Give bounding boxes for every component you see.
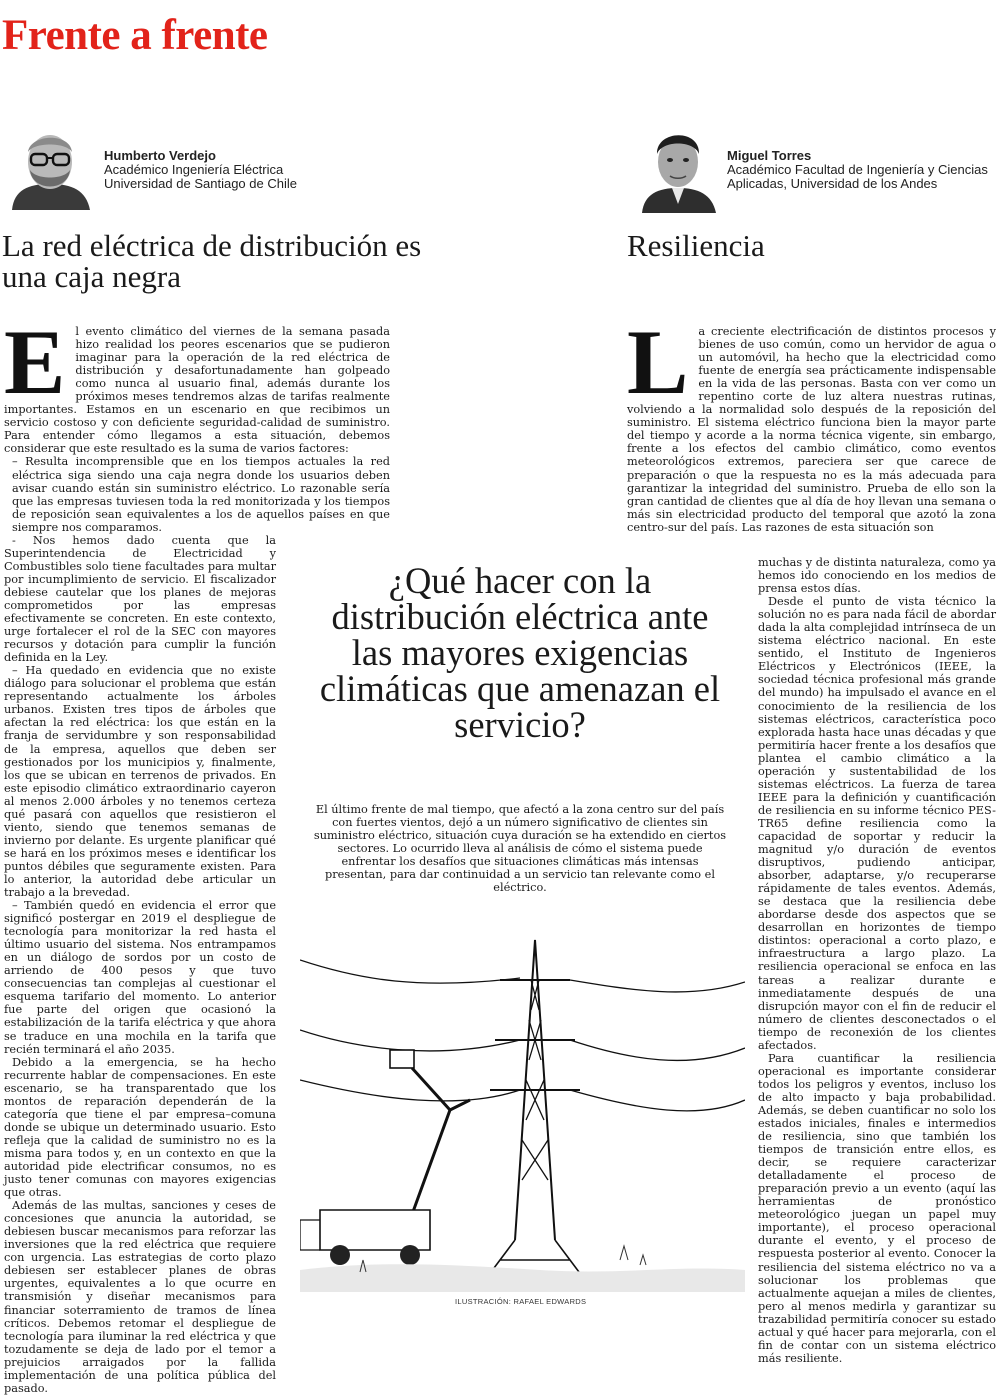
left-paragraph: – También quedó en evidencia el error que significó postergar en 2019 el despliegue de tecnología para monitorizar la red hasta el último usuario del sistema. Nos entrampamos en un diálogo de sordos por un costo de arriendo de 400 pesos y que tuvo consecuencias tan complejas al cuestionar el esquema tarifario del momento. Lo anterior fue parte del origen que ocasionó la estabilización de la tarifa eléctrica y que ahora se traduce en una mochila en la tarifa que recién terminará el año 2035. — [4, 899, 276, 1056]
right-article-column — [758, 556, 996, 1365]
right-paragraph: a creciente electrificación de distintos procesos y bienes de uso común, como un hervidor de agua o un automóvil, ha hecho que la electricidad como fuente de energía sea prácticamente indispensable en la vida de las personas. Basta con ver como un repentino corte de luz altera nuestras rutinas, volviendo a la normalidad solo después de la reposición del suministro. El sistema eléctrico funciona bien la mayor parte del tiempo y acorde a la norma técnica vigente, sin embargo, frente a los efectos del cambio climático, como eventos meteorológicos extremos, pareciera ser que carece de preparación o que la respuesta no es la más adecuada para garantizar la integridad del suministro. Prueba de ello son la gran cantidad de clientes que al día de hoy llevan una semana o más sin electricidad producto del temporal que azotó la zona centro-sur del país. Las razones de esta situación son — [627, 325, 996, 534]
author-left-org: Universidad de Santiago de Chile — [104, 176, 297, 191]
author-portrait-left-icon — [4, 118, 96, 210]
section-title: Frente a frente — [2, 12, 268, 59]
headline-left: La red eléctrica de distribución es una caja negra — [2, 228, 422, 294]
right-article-top — [627, 311, 996, 534]
right-paragraph: muchas y de distinta naturaleza, como ya hemos ido conociendo en los medios de prensa estos días. — [758, 556, 996, 596]
dropcap-left: E — [4, 311, 66, 413]
right-paragraph: Para cuantificar la resiliencia operacional es importante considerar todos los peligros y eventos, incluso los de alto impacto y baja probabilidad. Además, se deben cuantificar no solo los estados iniciales, finales e intermedios de resiliencia, sino que también los tiempos de transición entre ellos, es decir, se requiere caracterizar detalladamente el proceso de preparación previo a un evento (aquí las herramientas de pronóstico meteorológico juegan un papel muy importante), el proceso operacional durante el evento, y el proceso de respuesta posterior al evento. Conocer la resiliencia del sistema eléctrico no va a solucionar los problemas que actualmente aquejan a miles de clientes, pero al menos medirla y garantizar su trazabilidad permitiría conocer su estado actual y qué hacer para mejorarla, con el fin de contar con un sistema eléctrico más resiliente. — [758, 1051, 996, 1365]
author-right-role: Académico Facultad de Ingeniería y Ciencias — [727, 162, 988, 177]
dropcap-right: L — [627, 311, 689, 413]
author-left — [104, 149, 297, 191]
author-right-name: Miguel Torres — [727, 148, 812, 163]
left-paragraph: Además de las multas, sanciones y ceses de concesiones que anuncia la autoridad, se debiesen buscar mecanismos para reforzar las inversiones que la red eléctrica que requiere con urgencia. Las estrategias de corto plazo debiesen ser establecer planes de obras urgentes, equivalentes a lo que ocurre en transmisión y diseñar mecanismos para financiar soterramiento de tramos de línea críticos. Debemos retomar el despliegue de tecnología para iluminar la red eléctrica y que tozudamente se deja de lado por el temor a prejuicios arraigados por la fallida implementación de una política pública del pasado. — [4, 1199, 276, 1395]
central-question: ¿Qué hacer con la distribución eléctrica ante las mayores exigencias climáticas que amenazan el servicio? — [319, 560, 721, 745]
left-paragraph: – Ha quedado en evidencia que no existe diálogo para solucionar el problema que están representando actualmente los árboles urbanos. Existen tres tipos de árboles que afectan la red eléctrica: los que están en la franja de servidumbre y son responsabilidad de la empresa, aquellos que deben ser gestionados por los municipios y, finalmente, los que se ubican en terrenos de privados. En este episodio climático extraordinario cayeron al menos 2.000 árboles y no tenemos certeza qué pasará con aquellos que resistieron el viento, siendo que tenemos semanas de invierno por delante. Es urgente planificar qué se hará en los próximos meses e identificar los puntos débiles que seguramente existen. Para lo anterior, la autoridad debe articular un trabajo a la brevedad. — [4, 664, 276, 900]
power-tower-illustration-icon — [300, 920, 745, 1292]
left-paragraph: – Resulta incomprensible que en los tiempos actuales la red eléctrica siga siendo una caja negra donde los usuarios deben avisar cuando están sin suministro eléctrico. Lo razonable sería que las empresas tuviesen toda la red monitorizada y los tiempos de reposición sean equivalentes a los de aquellos países en que siempre nos comparamos. — [12, 455, 390, 534]
right-paragraph: Desde el punto de vista técnico la solución no es para nada fácil de abordar dada la alta complejidad intrínseca de un sistema eléctrico nacional. En este sentido, el Instituto de Ingenieros Eléctricos y Electrónicos (IEEE, la sociedad técnica profesional más grande del mundo) ha impulsado el avance en el conocimiento de la resiliencia de los sistemas eléctricos, característica poco explorada hasta hace unas décadas y que permitiría hacer frente a los desafíos que plantea el cambio climático a la operación y sustentabilidad de los sistemas eléctricos. La fuerza de tarea IEEE para la definición y cuantificación de resiliencia en su informe técnico PES-TR65 define resiliencia como la capacidad de soportar y reducir la magnitud y/o duración de eventos disruptivos, pudiendo anticipar, absorber, adaptarse, y/o recuperarse rápidamente de tales eventos. Además, se destaca que la resiliencia debe abordarse desde dos aspectos que se desarrollan en horizontes de tiempo distintos: operacional a corto plazo, e infraestructura a largo plazo. La resiliencia operacional se enfoca en las tareas a realizar durante e inmediatamente después de una disrupción mayor con el fin de reducir el número de clientes desconectados o el tiempo de reconexión de los clientes afectados. — [758, 595, 996, 1052]
author-right-org: Aplicadas, Universidad de los Andes — [727, 176, 938, 191]
headline-right: Resiliencia — [627, 228, 765, 263]
author-left-name: Humberto Verdejo — [104, 148, 216, 163]
left-paragraph: l evento climático del viernes de la semana pasada hizo realidad los peores escenarios que se pudieron imaginar para la operación de la red eléctrica de distribución y desafortunadamente han golpeado como nunca al usuario final, además durante los próximos meses tendremos alzas de tarifas realmente importantes. Estamos en un escenario en que recibimos un servicio costoso y con deficiente seguridad-calidad de suministro. Para entender cómo llegamos a esta situación, debemos considerar que este resultado es la suma de varios factores: — [4, 325, 390, 456]
author-left-role: Académico Ingeniería Eléctrica — [104, 162, 284, 177]
author-portrait-right-icon — [632, 118, 724, 213]
left-paragraph: Debido a la emergencia, se ha hecho recurrente hablar de compensaciones. En este escenario, se ha transparentado que los montos de reparación dependerán de la categoría que tiene el par empresa–comuna donde se ubique un determinado usuario. Esto refleja que la calidad de suministro no es la misma para todos y, en un contexto en que la autoridad pide electrificar consumos, no es justo tener comunas con mayores exigencias que otras. — [4, 1055, 276, 1200]
author-right — [727, 149, 988, 191]
left-paragraph: - Nos hemos dado cuenta que la Superintendencia de Electricidad y Combustibles solo tiene facultades para multar por incumplimiento de servicio. El fiscalizador debiese cautelar que los planes de mejoras comprometidos por las empresas efectivamente se concreten. En este contexto, urge fortalecer el rol de la SEC con mayores recursos y dotación para cumplir la función definida en la Ley. — [4, 533, 276, 665]
central-intro: El último frente de mal tiempo, que afectó a la zona centro sur del país con fuertes vientos, dejó a un número significativo de clientes sin suministro eléctrico, situación cuya duración se ha extendido en ciertos sectores. Lo ocurrido lleva al análisis de cómo el sistema puede enfrentar los desafíos que situaciones climáticas más intensas presentan, para dar continuidad a un servicio tan relevante como el eléctrico. — [313, 803, 727, 894]
illustration-credit: ILUSTRACIÓN: RAFAEL EDWARDS — [455, 1297, 587, 1306]
